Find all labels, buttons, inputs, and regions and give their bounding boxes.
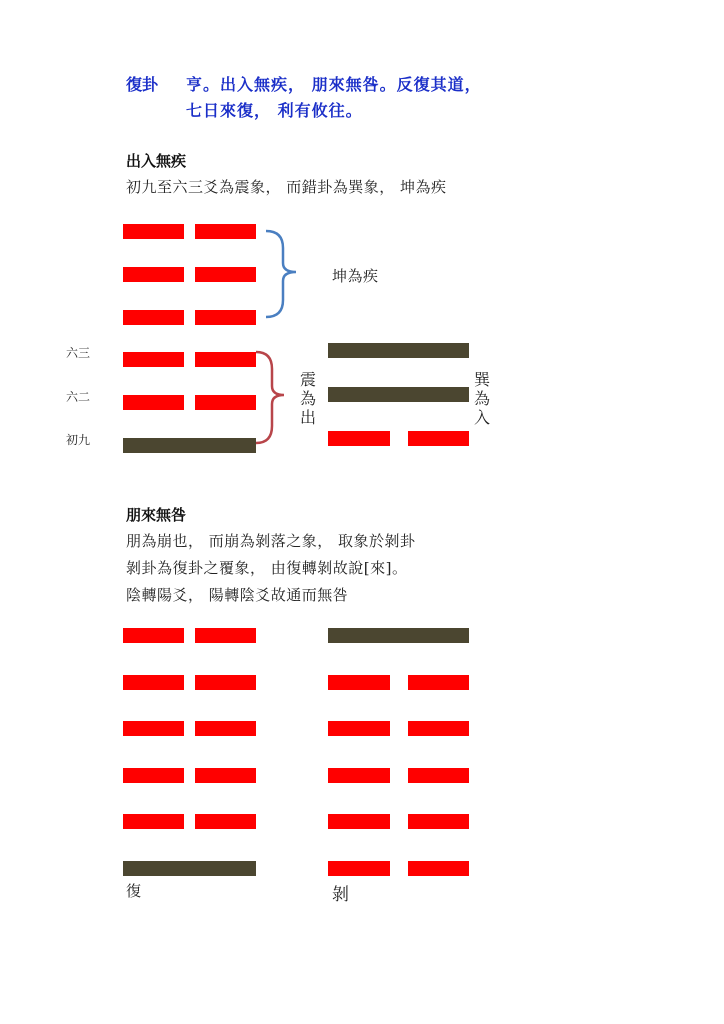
yin-line-bar	[195, 628, 256, 643]
label-kun-wei-ji: 坤為疾	[332, 267, 379, 285]
brace-zhen-icon	[256, 352, 284, 443]
gua-name: 復卦	[126, 75, 159, 94]
yang-line-bar	[123, 861, 256, 876]
yin-line-bar	[123, 814, 184, 829]
section1-title: 出入無疾	[126, 152, 187, 170]
section2-text-line-1: 朋為崩也， 而崩為剝落之象， 取象於剝卦	[126, 532, 416, 550]
label-xun-wei-ru: 巽 為 入	[473, 370, 490, 427]
section2-title: 朋來無咎	[126, 506, 187, 524]
yin-line-bar	[408, 768, 470, 783]
yin-line-bar	[328, 675, 390, 690]
yin-line-bar	[328, 768, 390, 783]
section1-text: 初九至六三爻為震象， 而錯卦為巽象， 坤為疾	[126, 178, 447, 196]
yin-line-bar	[408, 814, 470, 829]
line-label-liu-san: 六三	[66, 346, 91, 360]
yin-line-bar	[123, 675, 184, 690]
label-bo: 剝	[332, 885, 350, 905]
label-fu: 復	[126, 882, 142, 900]
brace-kun-icon	[266, 231, 296, 317]
line-label-liu-er: 六二	[66, 390, 91, 404]
yin-line-bar	[195, 814, 256, 829]
gua-text-line-2: 七日來復， 利有攸往。	[186, 101, 363, 120]
yang-line-bar	[328, 628, 469, 643]
yin-line-bar	[123, 768, 184, 783]
yin-line-bar	[195, 675, 256, 690]
yin-line-bar	[328, 721, 390, 736]
yin-line-bar	[123, 628, 184, 643]
yin-line-bar	[328, 814, 390, 829]
line-label-chu-jiu: 初九	[66, 433, 91, 447]
yin-line-bar	[328, 861, 390, 876]
yin-line-bar	[408, 721, 470, 736]
yin-line-bar	[408, 675, 470, 690]
label-zhen-wei-chu: 震 為 出	[299, 370, 316, 427]
gua-text-line-1: 亨。出入無疾， 朋來無咎。反復其道，	[186, 75, 482, 94]
yin-line-bar	[123, 721, 184, 736]
yin-line-bar	[408, 861, 470, 876]
yin-line-bar	[195, 721, 256, 736]
section2-text-line-3: 陰轉陽爻， 陽轉陰爻故通而無咎	[126, 586, 349, 604]
section2-text-line-2: 剝卦為復卦之覆象， 由復轉剝故說[來]。	[126, 559, 408, 577]
yin-line-bar	[195, 768, 256, 783]
